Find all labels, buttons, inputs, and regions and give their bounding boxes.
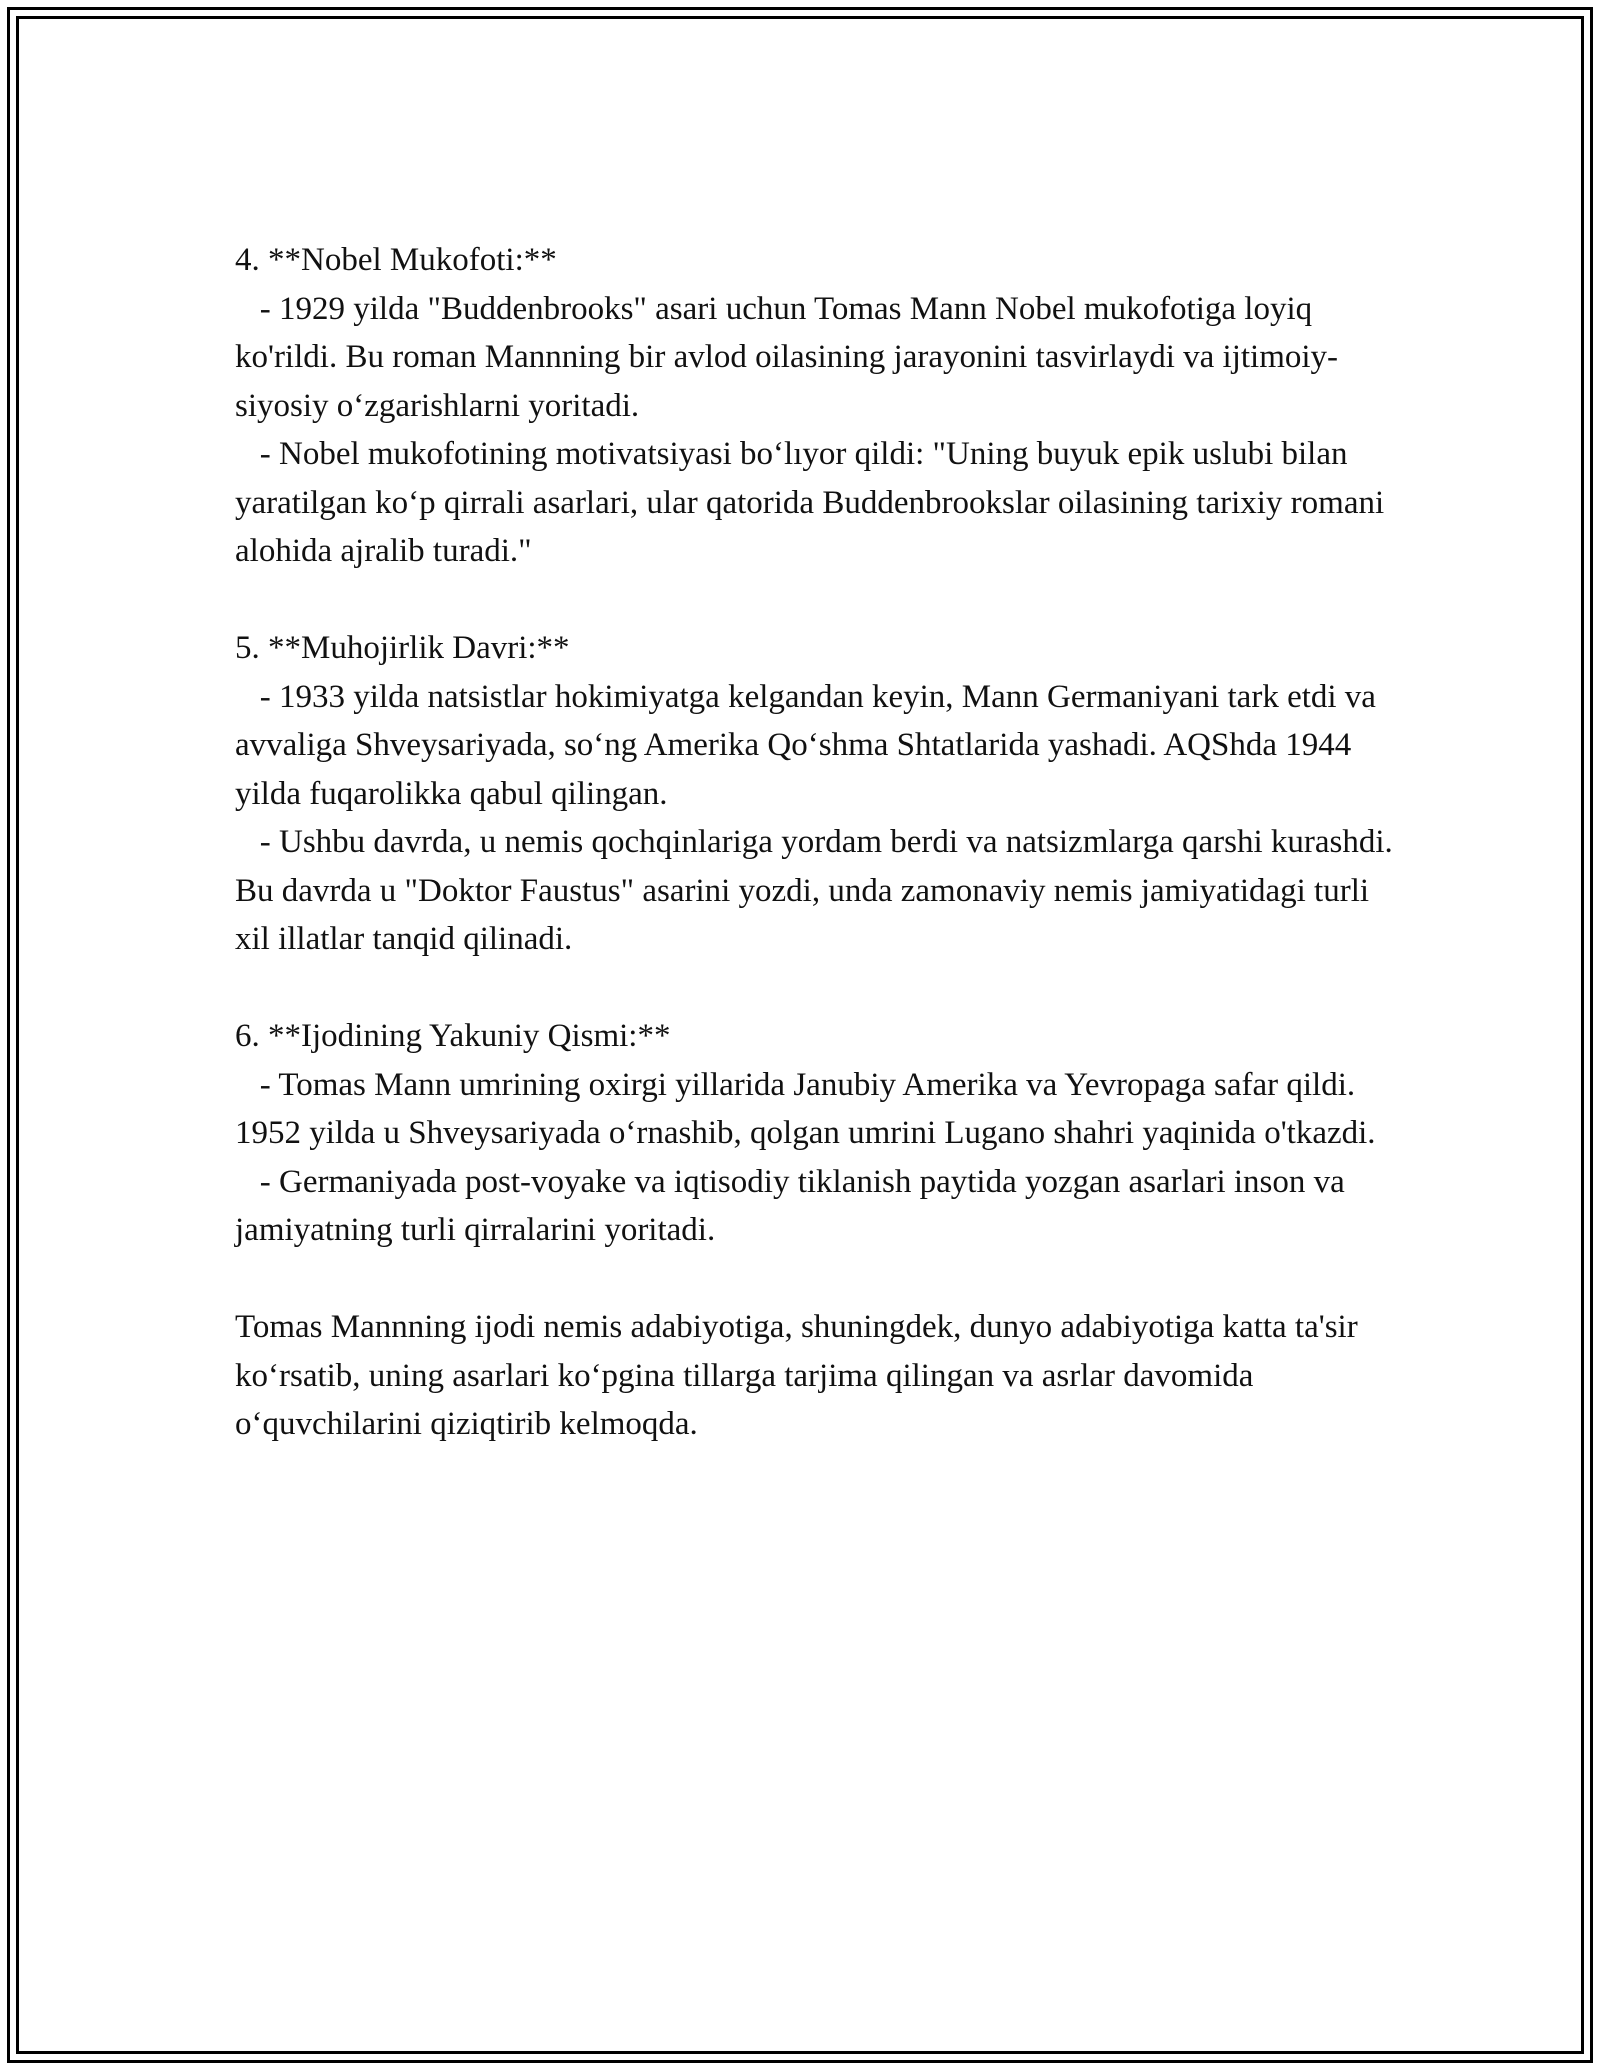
bullet-paragraph: - 1933 yilda natsistlar hokimiyatga kelgandan keyin, Mann Germaniyani tark etdi va avvaliga Shveysariyada, so‘ng Amerika Qo‘shma Shtatlarida yashadi. AQShda 1944 yilda fuqarolikka qabul qilingan.	[235, 678, 1385, 812]
section-nobel-prize	[235, 236, 1395, 576]
section-heading: 6. **Ijodining Yakuniy Qismi:**	[235, 1018, 671, 1054]
paragraph-gap	[235, 576, 1395, 625]
paragraph-gap	[235, 1255, 1395, 1304]
bullet-paragraph: - 1929 yilda "Buddenbrooks" asari uchun Tomas Mann Nobel mukofotiga loyiq ko'rildi. Bu roman Mannning bir avlod oilasining jarayonini tasvirlaydi va ijtimoiy-siyosiy o‘zgarishlarni yoritadi.	[235, 290, 1339, 424]
document-body	[235, 236, 1402, 1449]
bullet-paragraph: - Ushbu davrda, u nemis qochqinlariga yordam berdi va natsizmlarga qarshi kurashdi. Bu davrda u "Doktor Faustus" asarini yozdi, unda zamonaviy nemis jamiyatidagi turli xil illatlar tanqid qilinadi.	[235, 824, 1402, 957]
section-emigration-period	[235, 624, 1402, 964]
section-heading: 5. **Muhojirlik Davri:**	[235, 630, 570, 666]
paragraph-gap	[235, 964, 1395, 1013]
conclusion-paragraph: Tomas Mannning ijodi nemis adabiyotiga, shuningdek, dunyo adabiyotiga katta ta'sir ko‘rsatib, uning asarlari ko‘pgina tillarga tarjima qilingan va asrlar davomida o‘quvchilarini qiziqtirib kelmoqda.	[235, 1309, 1366, 1442]
bullet-paragraph: - Tomas Mann umrining oxirgi yillarida Janubiy Amerika va Yevropaga safar qildi. 1952 yilda u Shveysariyada o‘rnashib, qolgan umrini Lugano shahri yaqinida o'tkazdi.	[235, 1066, 1376, 1151]
section-heading: 4. **Nobel Mukofoti:**	[235, 242, 557, 278]
bullet-paragraph: - Germaniyada post-voyake va iqtisodiy tiklanish paytida yozgan asarlari inson va jamiyatning turli qirralarini yoritadi.	[235, 1163, 1354, 1248]
bullet-paragraph: - Nobel mukofotining motivatsiyasi bo‘lıyor qildi: "Uning buyuk epik uslubi bilan yaratilgan ko‘p qirrali asarlari, ular qatorida Buddenbrookslar oilasining tarixiy romani alohida ajralib turadi."	[235, 436, 1393, 569]
section-final-works	[235, 1012, 1395, 1255]
